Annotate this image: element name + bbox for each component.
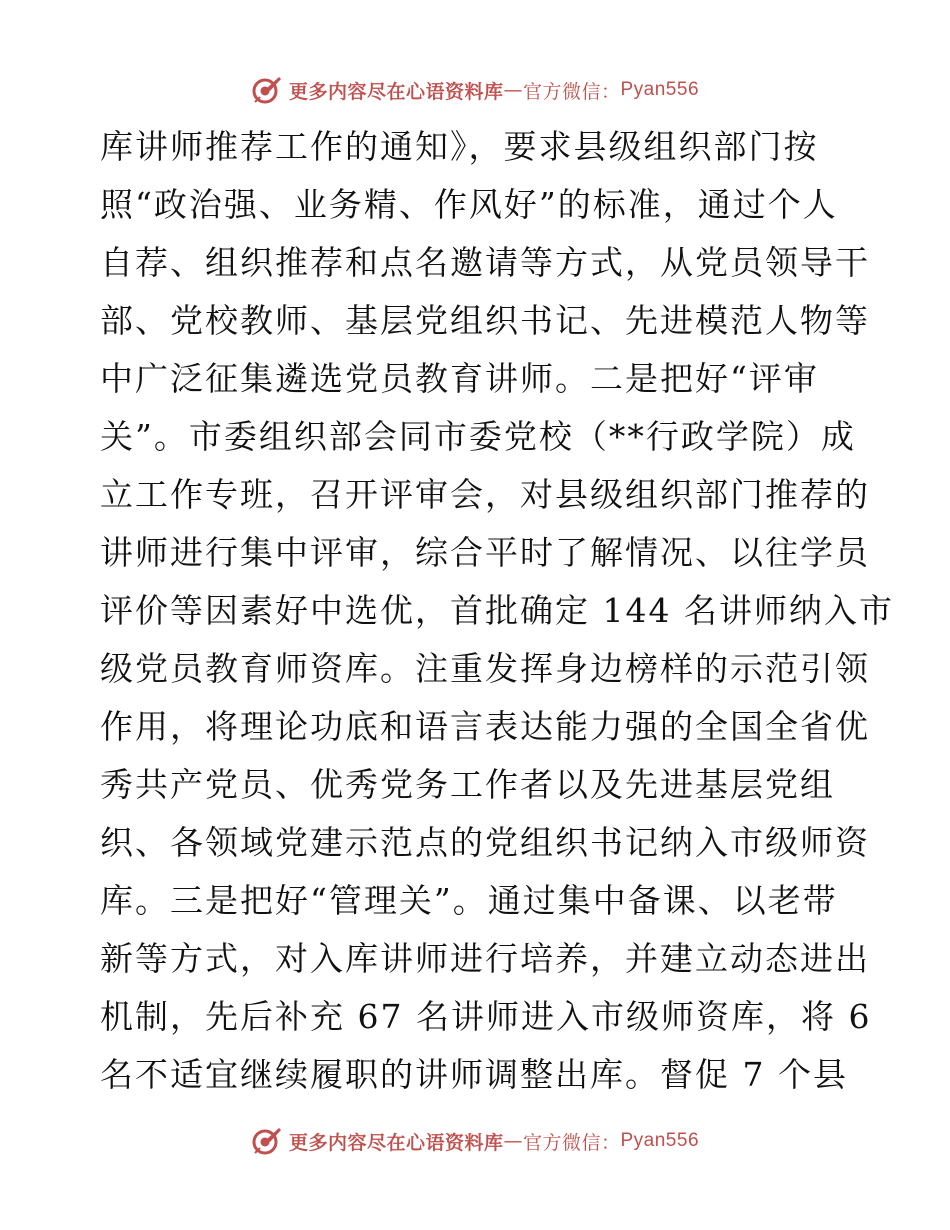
text-line: 名不适宜继续履职的讲师调整出库。督促 7 个县 [100, 1055, 848, 1094]
text-line: 织、各领域党建示范点的党组织书记纳入市级师资 [100, 823, 870, 862]
watermark-brand: 更多内容尽在心语资料库 [288, 80, 504, 103]
text-line: 关”。市委组织部会同市委党校（**行政学院）成 [100, 417, 856, 456]
logo-icon [251, 74, 283, 106]
watermark-wechat-label: 官方微信： [522, 80, 621, 103]
text-line: 机制，先后补充 67 名讲师进入市级师资库，将 6 [100, 997, 872, 1036]
watermark-wechat-label: 官方微信： [522, 1131, 621, 1154]
footer-watermark [0, 1121, 950, 1161]
text-line: 作用，将理论功底和语言表达能力强的全国全省优 [100, 707, 870, 746]
watermark-wechat-id: Pyan556 [620, 79, 700, 100]
watermark-separator: — [503, 1130, 523, 1152]
watermark-brand: 更多内容尽在心语资料库 [288, 1131, 504, 1154]
text-line: 评价等因素好中选优，首批确定 144 名讲师纳入市 [100, 591, 894, 630]
watermark-wechat-id: Pyan556 [620, 1130, 700, 1151]
header-watermark [0, 70, 950, 110]
text-line: 级党员教育师资库。注重发挥身边榜样的示范引领 [100, 649, 870, 688]
text-line: 讲师进行集中评审，综合平时了解情况、以往学员 [100, 533, 870, 572]
text-line: 部、党校教师、基层党组织书记、先进模范人物等 [100, 301, 870, 340]
text-line: 立工作专班，召开评审会，对县级组织部门推荐的 [100, 475, 870, 514]
text-line: 中广泛征集遴选党员教育讲师。二是把好“评审 [100, 359, 819, 398]
text-line: 库讲师推荐工作的通知》，要求县级组织部门按 [100, 127, 819, 166]
logo-icon [251, 1125, 283, 1157]
text-line: 自荐、组织推荐和点名邀请等方式，从党员领导干 [100, 243, 870, 282]
text-line: 库。三是把好“管理关”。通过集中备课、以老带 [100, 881, 838, 920]
text-line: 新等方式，对入库讲师进行培养，并建立动态进出 [100, 939, 870, 978]
text-line: 照“政治强、业务精、作风好”的标准，通过个人 [100, 185, 838, 224]
text-line: 秀共产党员、优秀党务工作者以及先进基层党组 [100, 765, 835, 804]
document-body [100, 118, 894, 1104]
watermark-separator: — [503, 79, 523, 101]
